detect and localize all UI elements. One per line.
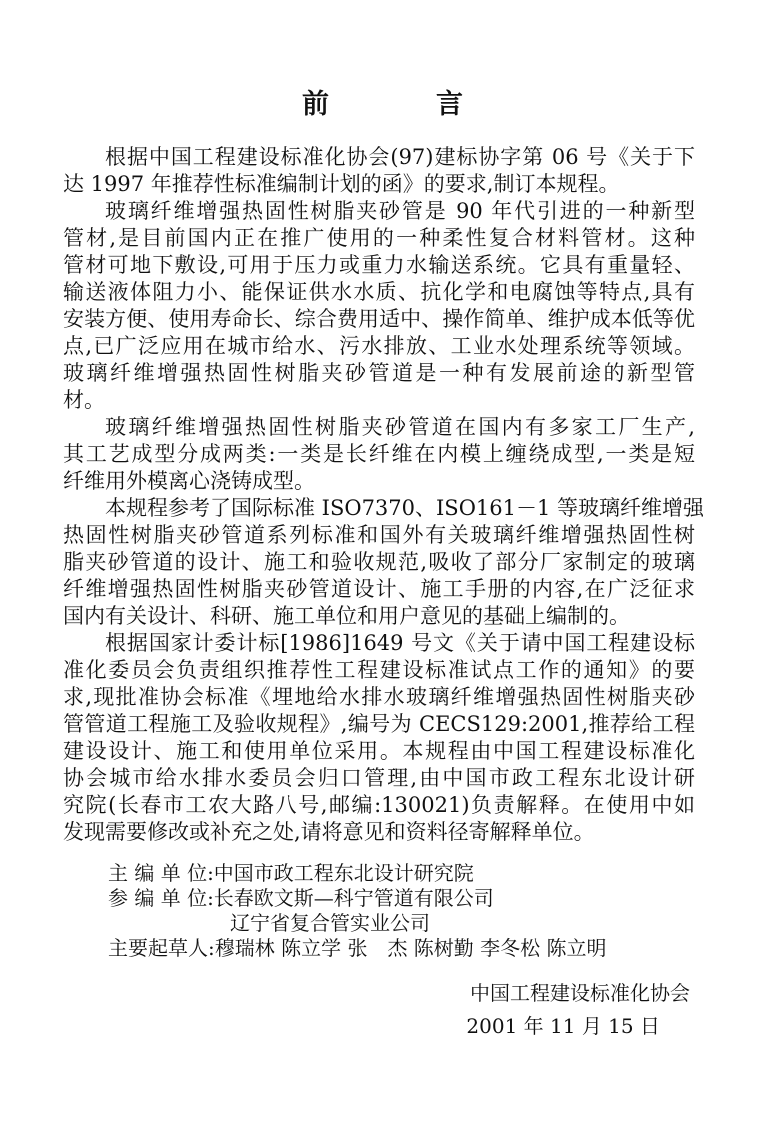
text-line: 纤维用外模离心浇铸成型。 — [63, 469, 315, 493]
text-line: 达 1997 年推荐性标准编制计划的函》的要求,制订本规程。 — [63, 172, 620, 196]
co-editor-unit: 参 编 单 位:长春欧文斯—科宁管道有限公司 — [108, 886, 494, 910]
text-line: 管材可地下敷设,可用于压力或重力水输送系统。它具有重量轻、 — [63, 253, 695, 277]
text-line: 管材,是目前国内正在推广使用的一种柔性复合材料管材。这种 — [63, 226, 695, 250]
text-line: 根据中国工程建设标准化协会(97)建标协字第 06 号《关于下 — [105, 145, 695, 169]
text-line: 点,已广泛应用在城市给水、污水排放、工业水处理系统等领域。 — [63, 334, 695, 358]
main-drafters: 主要起草人:穆瑞林 陈立学 张 杰 陈树勤 李冬松 陈立明 — [108, 936, 607, 960]
chief-editor-unit: 主 编 单 位:中国市政工程东北设计研究院 — [108, 861, 474, 885]
text-line: 究院(长春市工农大路八号,邮编:130021)负责解释。在使用中如 — [63, 793, 695, 817]
preface-body — [63, 144, 705, 846]
text-line: 国内有关设计、科研、施工单位和用户意见的基础上编制的。 — [63, 604, 630, 628]
issuing-organization: 中国工程建设标准化协会 — [470, 981, 690, 1005]
text-line: 本规程参考了国际标准 ISO7370、ISO161－1 等玻璃纤维增强 — [105, 496, 705, 520]
text-line: 输送液体阻力小、能保证供水水质、抗化学和电腐蚀等特点,具有 — [63, 280, 695, 304]
text-line: 协会城市给水排水委员会归口管理,由中国市政工程东北设计研 — [63, 766, 695, 790]
paragraph — [63, 495, 705, 630]
text-line: 玻璃纤维增强热固性树脂夹砂管道在国内有多家工厂生产, — [105, 415, 695, 439]
text-line: 玻璃纤维增强热固性树脂夹砂管是 90 年代引进的一种新型 — [105, 199, 695, 223]
text-line: 其工艺成型分成两类:一类是长纤维在内模上缠绕成型,一类是短 — [63, 442, 695, 466]
paragraph — [63, 414, 695, 495]
text-line: 准化委员会负责组织推荐性工程建设标准试点工作的通知》的要 — [63, 658, 695, 682]
issue-date: 2001 年 11 月 15 日 — [466, 1014, 660, 1038]
text-line: 材。 — [63, 388, 105, 412]
text-line: 建设设计、施工和使用单位采用。本规程由中国工程建设标准化 — [63, 739, 695, 763]
paragraph — [63, 630, 695, 846]
text-line: 玻璃纤维增强热固性树脂夹砂管道是一种有发展前途的新型管 — [63, 361, 695, 385]
text-line: 求,现批准协会标准《埋地给水排水玻璃纤维增强热固性树脂夹砂 — [63, 685, 695, 709]
text-line: 纤维增强热固性树脂夹砂管道设计、施工手册的内容,在广泛征求 — [63, 577, 695, 601]
page-title: 前 言 — [302, 89, 503, 120]
text-line: 根据国家计委计标[1986]1649 号文《关于请中国工程建设标 — [105, 631, 695, 655]
text-line: 热固性树脂夹砂管道系列标准和国外有关玻璃纤维增强热固性树 — [63, 523, 695, 547]
text-line: 脂夹砂管道的设计、施工和验收规范,吸收了部分厂家制定的玻璃 — [63, 550, 695, 574]
co-editor-unit-2: 辽宁省复合管实业公司 — [230, 911, 430, 935]
text-line: 安装方便、使用寿命长、综合费用适中、操作简单、维护成本低等优 — [63, 307, 695, 331]
paragraph — [63, 144, 695, 198]
text-line: 管管道工程施工及验收规程》,编号为 CECS129:2001,推荐给工程 — [63, 712, 695, 736]
paragraph — [63, 198, 695, 414]
text-line: 发现需要修改或补充之处,请将意见和资料径寄解释单位。 — [63, 820, 595, 844]
